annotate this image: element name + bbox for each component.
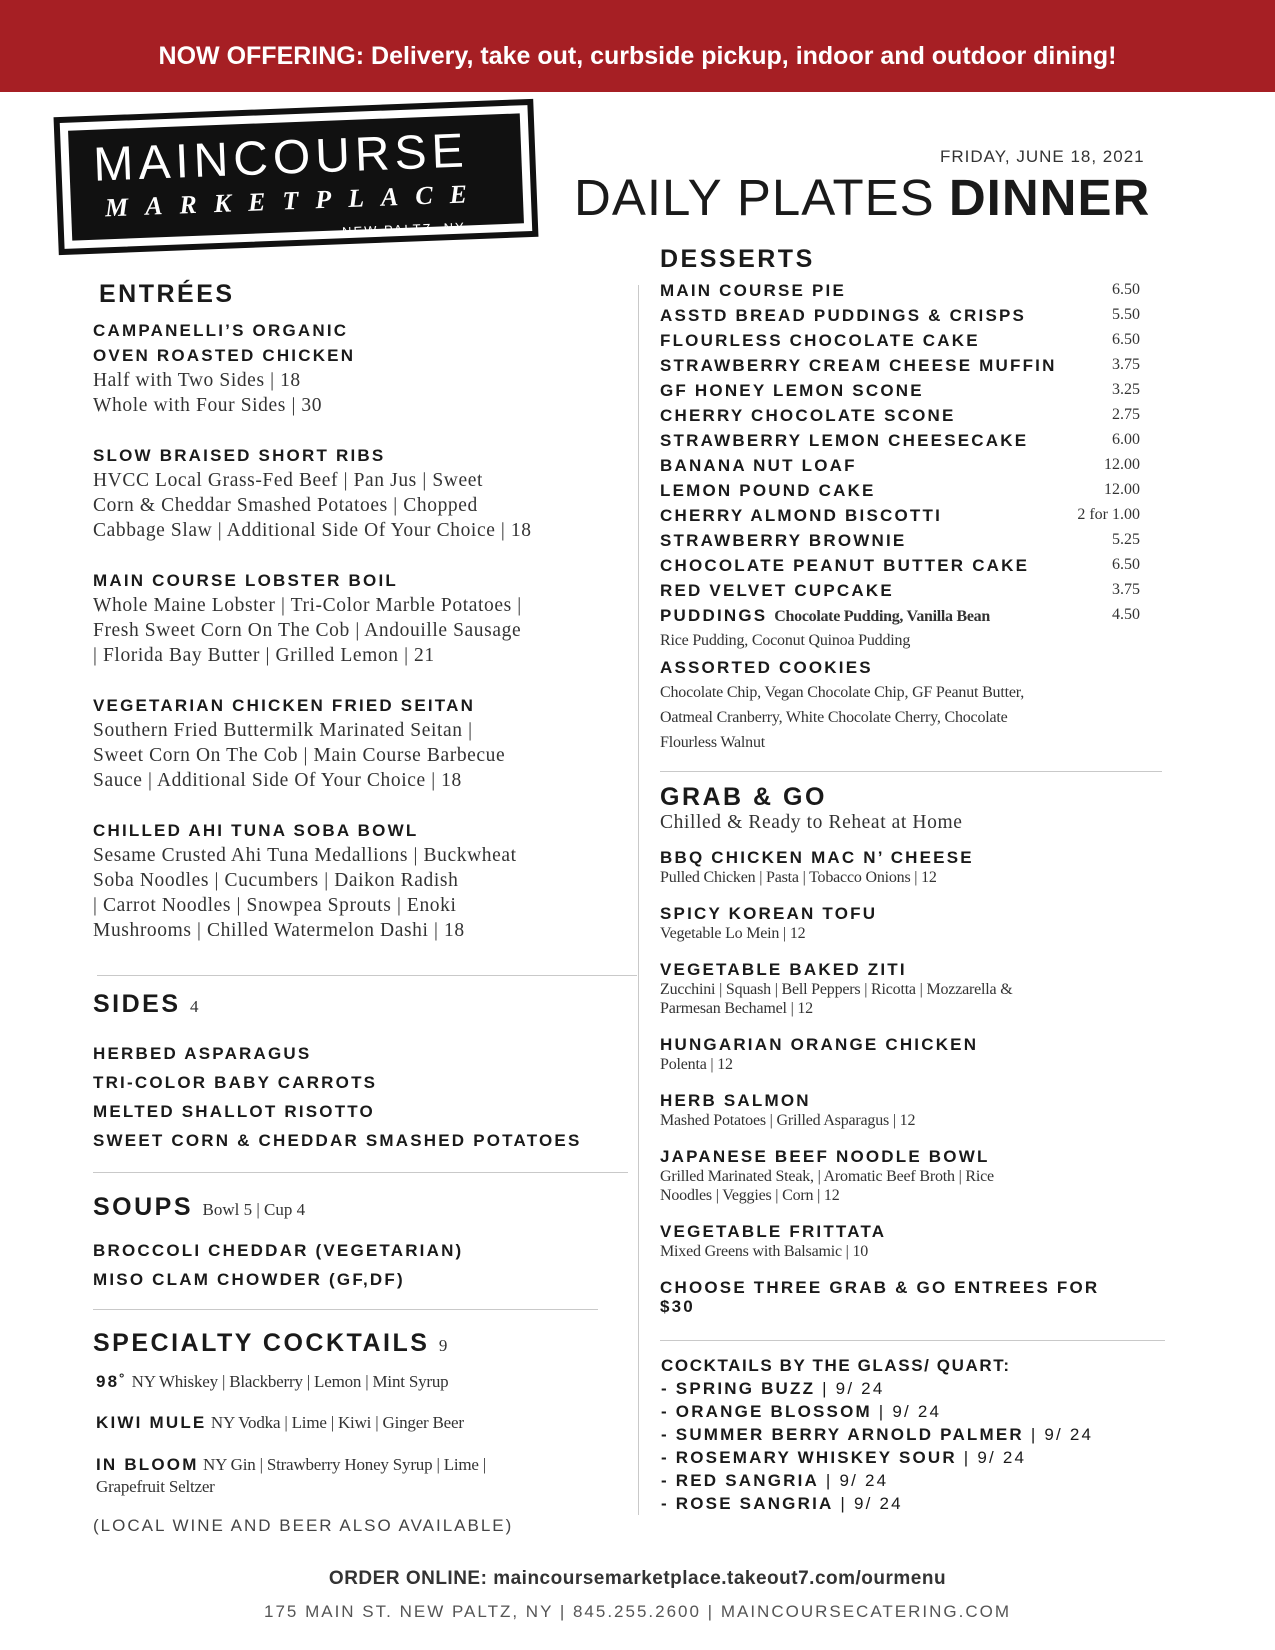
dessert-price: 2.75: [1112, 406, 1140, 423]
specialty-cocktails-heading: [93, 1329, 447, 1358]
wine-beer-note: (LOCAL WINE AND BEER ALSO AVAILABLE): [93, 1516, 514, 1535]
dessert-price: 2 for 1.00: [1077, 506, 1140, 523]
dessert-name: RED VELVET CUPCAKE: [660, 581, 894, 600]
dessert-name: CHERRY CHOCOLATE SCONE: [660, 406, 956, 425]
puddings-desc: Rice Pudding, Coconut Quinoa Pudding: [660, 632, 911, 649]
entree-desc: Southern Fried Buttermilk Marinated Seitan |: [93, 720, 473, 741]
entree-name: CHILLED AHI TUNA SOBA BOWL: [93, 821, 419, 840]
dessert-price: 5.25: [1112, 531, 1140, 548]
contact-info: 175 MAIN ST. NEW PALTZ, NY | 845.255.2600 | MAINCOURSECATERING.COM: [263, 1602, 1012, 1621]
dessert-row: [660, 406, 1140, 431]
entree-desc: | Florida Bay Butter | Grilled Lemon | 21: [93, 645, 435, 666]
entree-name: VEGETARIAN CHICKEN FRIED SEITAN: [93, 696, 476, 715]
glass-cocktail-name: - SPRING BUZZ: [661, 1379, 816, 1398]
offering-banner: NOW OFFERING: Delivery, take out, curbside pickup, indoor and outdoor dining!: [0, 0, 1275, 92]
dessert-price: 3.75: [1112, 356, 1140, 373]
cookies-name: ASSORTED COOKIES: [660, 658, 873, 677]
cocktails-price: 9: [438, 1336, 448, 1355]
grab-item-name: VEGETABLE FRITTATA: [660, 1222, 887, 1241]
dessert-price: 3.75: [1112, 581, 1140, 598]
dessert-price: 12.00: [1104, 481, 1140, 498]
soup-item: MISO CLAM CHOWDER (GF,DF): [93, 1270, 405, 1289]
grab-item-desc: Mashed Potatoes | Grilled Asparagus | 12: [660, 1112, 916, 1129]
puddings-name: PUDDINGS: [660, 606, 768, 625]
dessert-name: LEMON POUND CAKE: [660, 481, 876, 500]
grab-item-name: VEGETABLE BAKED ZITI: [660, 960, 907, 979]
desserts-heading: DESSERTS: [660, 245, 815, 273]
dessert-price: 6.50: [1112, 281, 1140, 298]
grab-deal-price: $30: [660, 1297, 695, 1316]
glass-cocktail-name: - ROSE SANGRIA: [661, 1494, 834, 1513]
menu-date: FRIDAY, JUNE 18, 2021: [940, 147, 1145, 166]
order-online-link[interactable]: ORDER ONLINE: maincoursemarketplace.takeout7.com/ourmenu: [328, 1568, 947, 1589]
grab-item-desc: Parmesan Bechamel | 12: [660, 1000, 813, 1017]
grab-item: [660, 848, 974, 887]
glass-cocktail-row: [661, 1492, 1093, 1515]
cookies-desc: Flourless Walnut: [660, 734, 765, 751]
glass-cocktail-price: | 9/ 24: [819, 1471, 889, 1490]
grab-item-desc: Noodles | Veggies | Corn | 12: [660, 1187, 840, 1204]
divider: [93, 1172, 628, 1173]
grab-go-subtitle: Chilled & Ready to Reheat at Home: [660, 812, 963, 833]
grab-item-name: HERB SALMON: [660, 1091, 811, 1110]
grab-deal-text: CHOOSE THREE GRAB & GO ENTREES FOR: [660, 1278, 1100, 1297]
cocktail-item: [96, 1452, 486, 1497]
dessert-row: [660, 331, 1140, 356]
dessert-name: ASSTD BREAD PUDDINGS & CRISPS: [660, 306, 1027, 325]
entree-name: CAMPANELLI’S ORGANIC: [93, 321, 349, 340]
brand-logo: [54, 99, 539, 255]
cocktails-title: SPECIALTY COCKTAILS: [93, 1329, 430, 1357]
dessert-name: STRAWBERRY BROWNIE: [660, 531, 907, 550]
glass-cocktail-price: | 9/ 24: [956, 1448, 1027, 1467]
entree-desc: Mushrooms | Chilled Watermelon Dashi | 18: [93, 920, 465, 941]
dessert-price: 4.50: [1112, 606, 1140, 623]
entree-desc: Cabbage Slaw | Additional Side Of Your Choice | 18: [93, 520, 532, 541]
glass-cocktail-price: | 9/ 24: [871, 1402, 942, 1421]
entree-desc: Corn & Cheddar Smashed Potatoes | Chopped: [93, 495, 478, 516]
entree-desc: Sesame Crusted Ahi Tuna Medallions | Buckwheat: [93, 845, 517, 866]
entree-name: MAIN COURSE LOBSTER BOIL: [93, 571, 398, 590]
dessert-row: [660, 381, 1140, 406]
cookies-desc: Oatmeal Cranberry, White Chocolate Cherry, Chocolate: [660, 709, 1008, 726]
entree-item: [93, 318, 355, 418]
grab-item-desc: Grilled Marinated Steak, | Aromatic Beef Broth | Rice: [660, 1168, 994, 1185]
entree-desc: Whole Maine Lobster | Tri-Color Marble Potatoes |: [93, 595, 522, 616]
dessert-row: [660, 356, 1140, 381]
dessert-name: STRAWBERRY LEMON CHEESECAKE: [660, 431, 1029, 450]
dessert-row: [660, 306, 1140, 331]
cookies-desc: Chocolate Chip, Vegan Chocolate Chip, GF Peanut Butter,: [660, 684, 1025, 701]
grab-item-desc: Vegetable Lo Mein | 12: [660, 925, 806, 942]
dessert-row: [660, 606, 1140, 631]
logo-location: NEW PALTZ, NY: [341, 219, 467, 240]
glass-cocktail-name: - SUMMER BERRY ARNOLD PALMER: [661, 1425, 1024, 1444]
dessert-row: [660, 431, 1140, 456]
grab-item: [660, 1091, 915, 1130]
cocktail-desc: NY Whiskey | Blackberry | Lemon | Mint Syrup: [131, 1372, 449, 1391]
cocktail-desc: NY Gin | Strawberry Honey Syrup | Lime |: [203, 1455, 487, 1474]
soup-item: BROCCOLI CHEDDAR (VEGETARIAN): [93, 1241, 464, 1260]
entree-item: [93, 568, 522, 668]
dessert-name: FLOURLESS CHOCOLATE CAKE: [660, 331, 980, 350]
title-daily-plates: DAILY PLATES: [574, 169, 935, 226]
dessert-row: [660, 556, 1140, 581]
divider: [93, 1309, 598, 1310]
grab-item-name: HUNGARIAN ORANGE CHICKEN: [660, 1035, 979, 1054]
cocktail-name: 98˚: [96, 1372, 128, 1391]
entree-desc: Sweet Corn On The Cob | Main Course Barbecue: [93, 745, 506, 766]
glass-cocktail-name: - RED SANGRIA: [661, 1471, 819, 1490]
soups-heading: [93, 1193, 305, 1222]
dessert-price: 5.50: [1112, 306, 1140, 323]
dessert-name: [660, 606, 990, 626]
dessert-name: CHERRY ALMOND BISCOTTI: [660, 506, 942, 525]
cocktail-name: IN BLOOM: [96, 1455, 199, 1474]
glass-cocktail-row: [661, 1400, 1093, 1423]
grab-item: [660, 960, 1012, 1018]
entree-name: SLOW BRAISED SHORT RIBS: [93, 446, 386, 465]
dessert-price: 6.00: [1112, 431, 1140, 448]
entree-item: [93, 693, 505, 793]
entree-desc: HVCC Local Grass-Fed Beef | Pan Jus | Sweet: [93, 470, 483, 491]
dessert-name: MAIN COURSE PIE: [660, 281, 847, 300]
page-title: [574, 169, 1151, 226]
dessert-price: 6.50: [1112, 556, 1140, 573]
sides-title: SIDES: [93, 990, 181, 1018]
glass-cocktail-row: [661, 1377, 1093, 1400]
divider: [660, 1340, 1165, 1341]
grab-item-desc: Mixed Greens with Balsamic | 10: [660, 1243, 869, 1260]
logo-main-text: MAINCOURSE: [92, 124, 470, 192]
sides-price: 4: [189, 997, 199, 1016]
cocktail-item: [96, 1369, 448, 1394]
grab-item: [660, 1035, 978, 1074]
dessert-row: [660, 531, 1140, 556]
glass-cocktail-price: | 9/ 24: [833, 1494, 903, 1513]
soups-list: [93, 1236, 463, 1294]
cocktail-desc: Grapefruit Seltzer: [96, 1477, 215, 1496]
entree-desc: Whole with Four Sides | 30: [93, 395, 323, 416]
glass-cocktails: [661, 1354, 1093, 1515]
grab-item: [660, 1222, 886, 1261]
grab-item-desc: Polenta | 12: [660, 1056, 733, 1073]
dessert-row: [660, 506, 1140, 531]
grab-item: [660, 1147, 994, 1205]
dessert-name: GF HONEY LEMON SCONE: [660, 381, 924, 400]
dessert-price: 6.50: [1112, 331, 1140, 348]
glass-cocktail-price: | 9/ 24: [815, 1379, 885, 1398]
divider: [97, 975, 637, 976]
entree-name: OVEN ROASTED CHICKEN: [93, 346, 356, 365]
cocktail-item: [96, 1410, 464, 1435]
soups-price: Bowl 5 | Cup 4: [202, 1200, 306, 1219]
entree-desc: Sauce | Additional Side Of Your Choice | 18: [93, 770, 462, 791]
sides-heading: [93, 990, 198, 1019]
cocktail-desc: NY Vodka | Lime | Kiwi | Ginger Beer: [210, 1413, 464, 1432]
side-item: TRI-COLOR BABY CARROTS: [93, 1073, 378, 1092]
dessert-price: 12.00: [1104, 456, 1140, 473]
dessert-name: BANANA NUT LOAF: [660, 456, 857, 475]
grab-go-heading: GRAB & GO: [660, 783, 827, 811]
side-item: SWEET CORN & CHEDDAR SMASHED POTATOES: [93, 1131, 582, 1150]
entree-desc: Half with Two Sides | 18: [93, 370, 301, 391]
glass-cocktail-name: - ROSEMARY WHISKEY SOUR: [661, 1448, 957, 1467]
grab-deal: [660, 1278, 1099, 1316]
entrees-heading: ENTRÉES: [99, 280, 235, 308]
glass-cocktails-heading: COCKTAILS BY THE GLASS/ QUART:: [661, 1356, 1011, 1375]
entree-desc: Soba Noodles | Cucumbers | Daikon Radish: [93, 870, 459, 891]
logo-sub-text: MARKETPLACE: [104, 178, 485, 223]
glass-cocktail-row: [661, 1446, 1093, 1469]
grab-item-desc: Pulled Chicken | Pasta | Tobacco Onions | 12: [660, 869, 937, 886]
title-dinner: DINNER: [948, 169, 1151, 226]
cocktail-name: KIWI MULE: [96, 1413, 207, 1432]
dessert-name: STRAWBERRY CREAM CHEESE MUFFIN: [660, 356, 1057, 375]
glass-cocktail-row: [661, 1423, 1093, 1446]
dessert-price: 3.25: [1112, 381, 1140, 398]
side-item: MELTED SHALLOT RISOTTO: [93, 1102, 375, 1121]
entree-desc: | Carrot Noodles | Snowpea Sprouts | Enoki: [93, 895, 457, 916]
sides-list: [93, 1039, 581, 1155]
glass-cocktail-name: - ORANGE BLOSSOM: [661, 1402, 872, 1421]
side-item: HERBED ASPARAGUS: [93, 1044, 312, 1063]
dessert-row: [660, 481, 1140, 506]
dessert-row: [660, 456, 1140, 481]
grab-item-desc: Zucchini | Squash | Bell Peppers | Ricotta | Mozzarella &: [660, 981, 1013, 998]
grab-item-name: SPICY KOREAN TOFU: [660, 904, 878, 923]
puddings-desc: Chocolate Pudding, Vanilla Bean: [774, 608, 990, 625]
entree-desc: Fresh Sweet Corn On The Cob | Andouille Sausage: [93, 620, 522, 641]
glass-cocktail-price: | 9/ 24: [1023, 1425, 1094, 1444]
entree-item: [93, 443, 532, 543]
column-divider: [638, 285, 639, 1515]
dessert-name: CHOCOLATE PEANUT BUTTER CAKE: [660, 556, 1030, 575]
divider: [660, 771, 1162, 772]
grab-item-name: BBQ CHICKEN MAC N’ CHEESE: [660, 848, 974, 867]
grab-item: [660, 904, 877, 943]
dessert-row: [660, 581, 1140, 606]
entree-item: [93, 818, 517, 943]
dessert-row: [660, 281, 1140, 306]
cookies-item: [660, 655, 1024, 755]
glass-cocktail-row: [661, 1469, 1093, 1492]
soups-title: SOUPS: [93, 1193, 194, 1221]
grab-item-name: JAPANESE BEEF NOODLE BOWL: [660, 1147, 990, 1166]
